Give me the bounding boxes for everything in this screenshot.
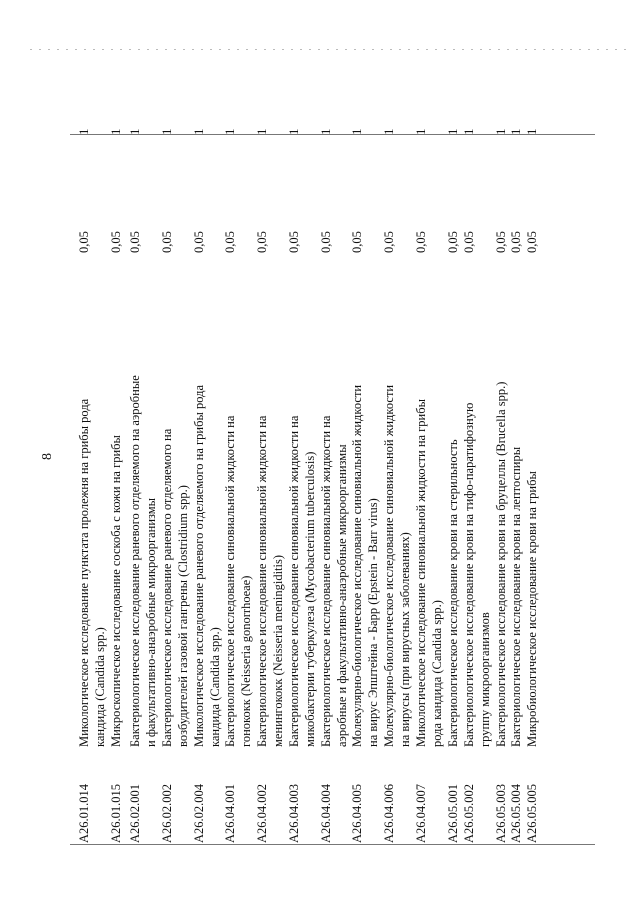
table-row <box>445 0 460 905</box>
table-row <box>254 0 285 905</box>
table-row <box>524 0 539 905</box>
procedure-name <box>222 267 254 747</box>
procedure-code: A26.05.001 <box>446 783 460 843</box>
procedure-code: A26.04.007 <box>414 783 428 843</box>
multiplicity-value: 1 <box>191 128 206 135</box>
procedure-name-line: Бактериологическое исследование крови на тифо-паратифозную <box>462 402 476 747</box>
procedure-name-line: рода кандида (Candida spp.) <box>430 600 444 747</box>
page-number: 8 <box>40 453 55 460</box>
procedure-name-line: Бактериологическое исследование синовиальной жидкости на <box>319 415 333 747</box>
procedure-code: A26.02.004 <box>192 783 206 843</box>
procedure-name-line: Микологическое исследование раневого отделяемого на грибы рода <box>192 384 206 747</box>
procedure-name-line: Микроскопическое исследование соскоба с кожи на грибы <box>109 435 123 747</box>
procedure-code: A26.02.001 <box>128 783 142 843</box>
multiplicity-value: 1 <box>254 128 269 135</box>
procedure-name-line: Микологическое исследование пунктата пролежня на грибы рода <box>77 398 91 747</box>
procedure-code: A26.04.003 <box>287 783 301 843</box>
procedure-name <box>286 267 318 747</box>
table-border-left <box>70 844 595 845</box>
table-row <box>461 0 492 905</box>
frequency-value: 0,05 <box>255 231 269 253</box>
procedure-code: A26.04.004 <box>319 783 333 843</box>
procedure-name-line: Бактериологическое исследование крови на стерильность <box>446 439 460 747</box>
procedure-name-line: аэробные и факультативно-анаэробные микроорганизмы <box>335 444 349 747</box>
multiplicity-value: 1 <box>493 128 508 135</box>
procedure-name-line: менингококк (Neisseria meningiditis) <box>271 554 285 747</box>
multiplicity-value: 1 <box>108 128 123 135</box>
procedure-name-line: Молекулярно-биологическое исследование синовиальной жидкости <box>382 384 396 747</box>
procedure-name-line: кандида (Candida spp.) <box>208 627 222 747</box>
frequency-value: 0,05 <box>77 231 91 253</box>
table-row <box>159 0 190 905</box>
procedure-name-line: Бактериологическое исследование синовиальной жидкости на <box>223 415 237 747</box>
procedure-code: A26.01.014 <box>77 783 91 843</box>
procedure-name <box>413 267 445 747</box>
frequency-value: 0,05 <box>382 231 396 253</box>
multiplicity-value: 1 <box>413 128 428 135</box>
frequency-value: 0,05 <box>494 231 508 253</box>
procedure-name-line: на вирусы (при вирусных заболеваниях) <box>398 532 412 747</box>
frequency-value: 0,05 <box>192 231 206 253</box>
procedure-name-line: Бактериологическое исследование синовиальной жидкости на <box>255 415 269 747</box>
procedure-name <box>318 267 350 747</box>
procedure-name <box>191 267 223 747</box>
scan-artifact-dots <box>30 49 630 50</box>
procedure-name-line: Микологическое исследование синовиальной жидкости на грибы <box>414 398 428 747</box>
frequency-value: 0,05 <box>128 231 142 253</box>
procedure-name-line: на вирус Эпштейна - Барр (Epstein - Barr virus) <box>366 498 380 747</box>
procedure-name <box>127 267 159 747</box>
procedure-name <box>159 267 191 747</box>
multiplicity-value: 1 <box>318 128 333 135</box>
table-row <box>127 0 158 905</box>
procedure-name <box>445 267 461 747</box>
multiplicity-value: 1 <box>524 128 539 135</box>
procedure-name-line: Бактериологическое исследование крови на бруцеллы (Brucella spp.) <box>494 381 508 747</box>
frequency-value: 0,05 <box>446 231 460 253</box>
frequency-value: 0,05 <box>462 231 476 253</box>
frequency-value: 0,05 <box>525 231 539 253</box>
procedure-code: A26.05.002 <box>462 783 476 843</box>
table-row <box>413 0 444 905</box>
table-row <box>108 0 123 905</box>
procedure-name-line: Молекулярно-биологическое исследование синовиальной жидкости <box>350 384 364 747</box>
table-row <box>318 0 349 905</box>
multiplicity-value: 1 <box>286 128 301 135</box>
procedure-code: A26.04.005 <box>350 783 364 843</box>
procedure-name <box>381 267 413 747</box>
procedure-name <box>461 267 493 747</box>
multiplicity-value: 1 <box>445 128 460 135</box>
procedure-name <box>508 267 524 747</box>
table-row <box>286 0 317 905</box>
procedure-code: A26.01.015 <box>109 783 123 843</box>
frequency-value: 0,05 <box>350 231 364 253</box>
procedure-code: A26.05.003 <box>494 783 508 843</box>
frequency-value: 0,05 <box>287 231 301 253</box>
procedure-name <box>349 267 381 747</box>
procedure-name-line: и факультативно-анаэробные микроорганизмы <box>144 497 158 747</box>
frequency-value: 0,05 <box>109 231 123 253</box>
table-row <box>349 0 380 905</box>
procedure-name-line: кандида (Candida spp.) <box>93 627 107 747</box>
procedure-name-line: гонококк (Neisseria gonorrhoeae) <box>239 575 253 747</box>
table-row <box>76 0 107 905</box>
frequency-value: 0,05 <box>414 231 428 253</box>
multiplicity-value: 1 <box>349 128 364 135</box>
procedure-code: A26.02.002 <box>160 783 174 843</box>
multiplicity-value: 1 <box>76 128 91 135</box>
frequency-value: 0,05 <box>319 231 333 253</box>
procedure-name-line: Бактериологическое исследование крови на лептоспиры <box>509 446 523 747</box>
procedure-name <box>76 267 108 747</box>
table-row <box>381 0 412 905</box>
procedure-name-line: микобактерии туберкулеза (Mycobacterium tuberculosis) <box>303 451 317 747</box>
procedure-name-line: Бактериологическое исследование раневого отделяемого на аэробные <box>128 375 142 747</box>
frequency-value: 0,05 <box>160 231 174 253</box>
procedure-name <box>108 267 124 747</box>
multiplicity-value: 1 <box>159 128 174 135</box>
procedure-code: A26.04.002 <box>255 783 269 843</box>
table-row <box>191 0 222 905</box>
procedure-name-line: Бактериологическое исследование раневого отделяемого на <box>160 428 174 747</box>
table-row <box>493 0 508 905</box>
procedure-name-line: Бактериологическое исследование синовиальной жидкости на <box>287 415 301 747</box>
procedure-name <box>493 267 509 747</box>
procedure-code: A26.05.004 <box>509 783 523 843</box>
procedure-name-line: группу микроорганизмов <box>478 612 492 747</box>
frequency-value: 0,05 <box>223 231 237 253</box>
procedure-name-line: Микробиологическое исследование крови на грибы <box>525 471 539 747</box>
procedure-name <box>524 267 540 747</box>
procedure-name <box>254 267 286 747</box>
table-row <box>222 0 253 905</box>
multiplicity-value: 1 <box>508 128 523 135</box>
table-row <box>508 0 523 905</box>
multiplicity-value: 1 <box>381 128 396 135</box>
frequency-value: 0,05 <box>509 231 523 253</box>
multiplicity-value: 1 <box>222 128 237 135</box>
procedure-code: A26.04.001 <box>223 783 237 843</box>
procedure-name-line: возбудителей газовой гангрены (Clostridium spp.) <box>176 485 190 747</box>
procedure-code: A26.04.006 <box>382 783 396 843</box>
procedure-code: A26.05.005 <box>525 783 539 843</box>
multiplicity-value: 1 <box>461 128 476 135</box>
multiplicity-value: 1 <box>127 128 142 135</box>
